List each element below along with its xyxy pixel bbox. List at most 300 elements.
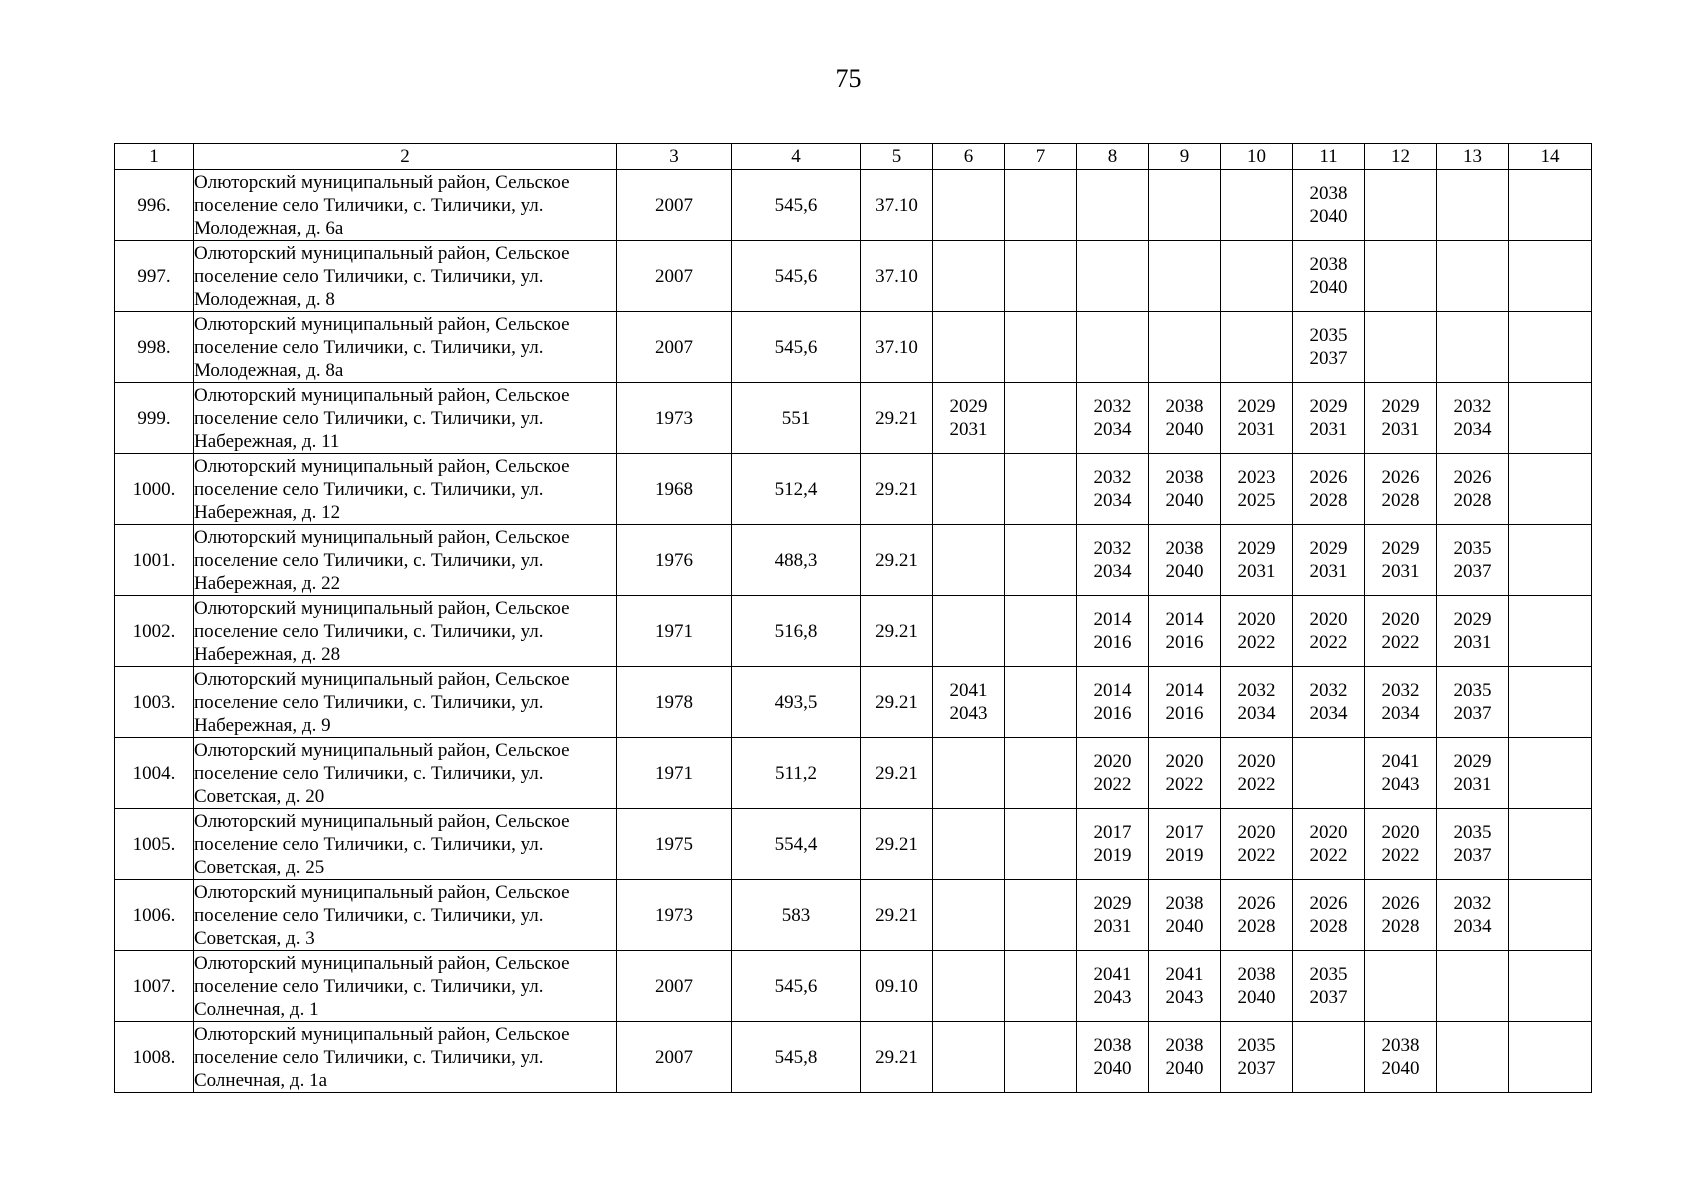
period-cell-col-7 — [1005, 738, 1077, 809]
address-cell: Олюторский муниципальный район, Сельское поселение село Тиличики, с. Тиличики, ул. Набережная, д. 12 — [194, 454, 617, 525]
period-end-year: 2040 — [1309, 277, 1348, 298]
period-cell-col-11 — [1293, 596, 1365, 667]
period-cell-col-12 — [1365, 738, 1437, 809]
period-end-year: 2031 — [1453, 632, 1492, 653]
period-cell-col-6 — [933, 951, 1005, 1022]
period-end-year: 2040 — [1165, 490, 1204, 511]
row-number-cell: 1006. — [115, 880, 194, 951]
period-start-year: 2029 — [1453, 609, 1492, 630]
period-cell-col-12 — [1365, 525, 1437, 596]
period-end-year: 2037 — [1453, 703, 1492, 724]
period-cell-col-12 — [1365, 809, 1437, 880]
period-end-year: 2028 — [1381, 490, 1420, 511]
address-cell: Олюторский муниципальный район, Сельское поселение село Тиличики, с. Тиличики, ул. Советская, д. 3 — [194, 880, 617, 951]
period-end-year: 2034 — [1237, 703, 1276, 724]
period-end-year: 2031 — [1237, 419, 1276, 440]
period-cell-col-12 — [1365, 596, 1437, 667]
period-start-year: 2020 — [1237, 822, 1276, 843]
year-built-cell: 1978 — [617, 667, 732, 738]
period-end-year: 2031 — [1093, 916, 1132, 937]
period-cell-col-6 — [933, 880, 1005, 951]
period-cell-col-11 — [1293, 525, 1365, 596]
period-cell-col-6 — [933, 809, 1005, 880]
period-cell-col-9 — [1149, 454, 1221, 525]
address-cell: Олюторский муниципальный район, Сельское поселение село Тиличики, с. Тиличики, ул. Солнечная, д. 1 — [194, 951, 617, 1022]
period-cell-col-7 — [1005, 170, 1077, 241]
period-start-year: 2038 — [1165, 396, 1204, 417]
row-number-cell: 999. — [115, 383, 194, 454]
period-cell-col-12 — [1365, 170, 1437, 241]
period-end-year: 2034 — [1093, 419, 1132, 440]
period-cell-col-11 — [1293, 383, 1365, 454]
period-end-year: 2040 — [1093, 1058, 1132, 1079]
period-cell-col-6 — [933, 170, 1005, 241]
period-end-year: 2022 — [1237, 774, 1276, 795]
address-cell: Олюторский муниципальный район, Сельское поселение село Тиличики, с. Тиличики, ул. Советская, д. 25 — [194, 809, 617, 880]
row-number-cell: 1004. — [115, 738, 194, 809]
period-cell-col-10 — [1221, 312, 1293, 383]
code-cell: 37.10 — [861, 170, 933, 241]
row-number-cell: 1001. — [115, 525, 194, 596]
area-cell: 493,5 — [732, 667, 861, 738]
column-header-13: 13 — [1437, 144, 1509, 170]
period-end-year: 2034 — [1453, 916, 1492, 937]
period-cell-col-13 — [1437, 454, 1509, 525]
period-cell-col-9 — [1149, 951, 1221, 1022]
period-end-year: 2022 — [1165, 774, 1204, 795]
period-start-year: 2029 — [949, 396, 988, 417]
year-built-cell: 2007 — [617, 241, 732, 312]
period-start-year: 2029 — [1237, 396, 1276, 417]
period-cell-col-6 — [933, 738, 1005, 809]
period-cell-col-11 — [1293, 667, 1365, 738]
address-cell: Олюторский муниципальный район, Сельское поселение село Тиличики, с. Тиличики, ул. Набережная, д. 28 — [194, 596, 617, 667]
area-cell: 545,6 — [732, 170, 861, 241]
code-cell: 29.21 — [861, 596, 933, 667]
code-cell: 37.10 — [861, 312, 933, 383]
row-number-cell: 1005. — [115, 809, 194, 880]
area-cell: 511,2 — [732, 738, 861, 809]
period-cell-col-12 — [1365, 241, 1437, 312]
year-built-cell: 1973 — [617, 383, 732, 454]
period-cell-col-8 — [1077, 880, 1149, 951]
period-cell-col-14 — [1509, 596, 1592, 667]
period-end-year: 2034 — [1093, 490, 1132, 511]
period-end-year: 2031 — [949, 419, 988, 440]
period-cell-col-9 — [1149, 312, 1221, 383]
period-start-year: 2035 — [1453, 822, 1492, 843]
period-cell-col-9 — [1149, 880, 1221, 951]
period-cell-col-7 — [1005, 312, 1077, 383]
period-end-year: 2016 — [1165, 703, 1204, 724]
period-start-year: 2032 — [1093, 396, 1132, 417]
period-cell-col-11 — [1293, 951, 1365, 1022]
period-start-year: 2014 — [1165, 609, 1204, 630]
period-end-year: 2019 — [1165, 845, 1204, 866]
period-cell-col-8 — [1077, 454, 1149, 525]
period-end-year: 2028 — [1237, 916, 1276, 937]
period-end-year: 2019 — [1093, 845, 1132, 866]
address-cell: Олюторский муниципальный район, Сельское поселение село Тиличики, с. Тиличики, ул. Набережная, д. 9 — [194, 667, 617, 738]
period-cell-col-14 — [1509, 667, 1592, 738]
period-start-year: 2020 — [1309, 609, 1348, 630]
period-end-year: 2043 — [1381, 774, 1420, 795]
year-built-cell: 2007 — [617, 312, 732, 383]
period-cell-col-13 — [1437, 312, 1509, 383]
period-cell-col-7 — [1005, 241, 1077, 312]
row-number-cell: 1000. — [115, 454, 194, 525]
area-cell: 488,3 — [732, 525, 861, 596]
code-cell: 37.10 — [861, 241, 933, 312]
period-cell-col-10 — [1221, 738, 1293, 809]
period-start-year: 2026 — [1309, 467, 1348, 488]
period-cell-col-9 — [1149, 1022, 1221, 1093]
table-row — [115, 1022, 1592, 1093]
period-start-year: 2029 — [1237, 538, 1276, 559]
area-cell: 545,6 — [732, 312, 861, 383]
area-cell: 583 — [732, 880, 861, 951]
period-end-year: 2034 — [1453, 419, 1492, 440]
period-cell-col-14 — [1509, 525, 1592, 596]
period-end-year: 2022 — [1381, 845, 1420, 866]
code-cell: 29.21 — [861, 383, 933, 454]
year-built-cell: 1971 — [617, 738, 732, 809]
period-cell-col-10 — [1221, 880, 1293, 951]
period-cell-col-11 — [1293, 241, 1365, 312]
period-start-year: 2014 — [1165, 680, 1204, 701]
period-end-year: 2022 — [1309, 845, 1348, 866]
period-end-year: 2031 — [1237, 561, 1276, 582]
period-cell-col-10 — [1221, 596, 1293, 667]
period-start-year: 2026 — [1309, 893, 1348, 914]
column-header-11: 11 — [1293, 144, 1365, 170]
period-cell-col-10 — [1221, 809, 1293, 880]
column-header-1: 1 — [115, 144, 194, 170]
period-start-year: 2038 — [1309, 183, 1348, 204]
period-end-year: 2037 — [1309, 987, 1348, 1008]
period-cell-col-14 — [1509, 738, 1592, 809]
period-cell-col-10 — [1221, 454, 1293, 525]
period-cell-col-11 — [1293, 1022, 1365, 1093]
period-cell-col-13 — [1437, 1022, 1509, 1093]
period-cell-col-10 — [1221, 241, 1293, 312]
period-end-year: 2022 — [1381, 632, 1420, 653]
year-built-cell: 2007 — [617, 1022, 732, 1093]
row-number-cell: 996. — [115, 170, 194, 241]
period-start-year: 2020 — [1381, 609, 1420, 630]
period-start-year: 2029 — [1453, 751, 1492, 772]
period-cell-col-14 — [1509, 454, 1592, 525]
area-cell: 551 — [732, 383, 861, 454]
period-cell-col-6 — [933, 667, 1005, 738]
row-number-cell: 1002. — [115, 596, 194, 667]
period-cell-col-8 — [1077, 525, 1149, 596]
period-cell-col-7 — [1005, 454, 1077, 525]
period-cell-col-11 — [1293, 454, 1365, 525]
period-start-year: 2032 — [1237, 680, 1276, 701]
period-start-year: 2029 — [1381, 396, 1420, 417]
period-cell-col-9 — [1149, 383, 1221, 454]
period-cell-col-10 — [1221, 525, 1293, 596]
period-cell-col-14 — [1509, 1022, 1592, 1093]
period-start-year: 2029 — [1093, 893, 1132, 914]
period-end-year: 2031 — [1453, 774, 1492, 795]
period-cell-col-6 — [933, 241, 1005, 312]
period-start-year: 2038 — [1165, 538, 1204, 559]
period-cell-col-7 — [1005, 525, 1077, 596]
row-number-cell: 1007. — [115, 951, 194, 1022]
period-cell-col-11 — [1293, 170, 1365, 241]
row-number-cell: 1003. — [115, 667, 194, 738]
period-start-year: 2020 — [1381, 822, 1420, 843]
table-row — [115, 809, 1592, 880]
period-end-year: 2025 — [1237, 490, 1276, 511]
period-start-year: 2035 — [1309, 325, 1348, 346]
period-cell-col-12 — [1365, 667, 1437, 738]
period-start-year: 2035 — [1237, 1035, 1276, 1056]
period-cell-col-6 — [933, 312, 1005, 383]
code-cell: 09.10 — [861, 951, 933, 1022]
code-cell: 29.21 — [861, 738, 933, 809]
period-cell-col-7 — [1005, 880, 1077, 951]
period-cell-col-10 — [1221, 1022, 1293, 1093]
period-start-year: 2041 — [1093, 964, 1132, 985]
period-cell-col-7 — [1005, 951, 1077, 1022]
year-built-cell: 1975 — [617, 809, 732, 880]
period-end-year: 2031 — [1381, 561, 1420, 582]
period-end-year: 2022 — [1093, 774, 1132, 795]
area-cell: 512,4 — [732, 454, 861, 525]
column-header-14: 14 — [1509, 144, 1592, 170]
period-end-year: 2031 — [1381, 419, 1420, 440]
period-start-year: 2038 — [1093, 1035, 1132, 1056]
column-header-5: 5 — [861, 144, 933, 170]
period-cell-col-10 — [1221, 667, 1293, 738]
year-built-cell: 1971 — [617, 596, 732, 667]
page-number: 75 — [835, 64, 862, 93]
period-cell-col-14 — [1509, 241, 1592, 312]
period-end-year: 2022 — [1309, 632, 1348, 653]
period-cell-col-8 — [1077, 596, 1149, 667]
period-cell-col-8 — [1077, 241, 1149, 312]
period-start-year: 2029 — [1309, 396, 1348, 417]
code-cell: 29.21 — [861, 1022, 933, 1093]
period-start-year: 2035 — [1309, 964, 1348, 985]
code-cell: 29.21 — [861, 525, 933, 596]
column-header-4: 4 — [732, 144, 861, 170]
period-cell-col-8 — [1077, 809, 1149, 880]
period-cell-col-6 — [933, 596, 1005, 667]
period-start-year: 2032 — [1381, 680, 1420, 701]
period-start-year: 2023 — [1237, 467, 1276, 488]
period-start-year: 2014 — [1093, 680, 1132, 701]
period-end-year: 2022 — [1237, 632, 1276, 653]
period-cell-col-11 — [1293, 809, 1365, 880]
period-start-year: 2026 — [1381, 893, 1420, 914]
period-cell-col-10 — [1221, 383, 1293, 454]
table-row — [115, 951, 1592, 1022]
period-start-year: 2032 — [1093, 467, 1132, 488]
period-start-year: 2038 — [1237, 964, 1276, 985]
period-cell-col-6 — [933, 454, 1005, 525]
period-cell-col-9 — [1149, 667, 1221, 738]
period-cell-col-9 — [1149, 170, 1221, 241]
period-start-year: 2035 — [1453, 680, 1492, 701]
period-end-year: 2022 — [1237, 845, 1276, 866]
period-end-year: 2034 — [1381, 703, 1420, 724]
address-cell: Олюторский муниципальный район, Сельское поселение село Тиличики, с. Тиличики, ул. Советская, д. 20 — [194, 738, 617, 809]
address-cell: Олюторский муниципальный район, Сельское поселение село Тиличики, с. Тиличики, ул. Молодежная, д. 8 — [194, 241, 617, 312]
period-cell-col-6 — [933, 383, 1005, 454]
period-end-year: 2037 — [1237, 1058, 1276, 1079]
year-built-cell: 1973 — [617, 880, 732, 951]
period-end-year: 2034 — [1093, 561, 1132, 582]
period-cell-col-13 — [1437, 596, 1509, 667]
period-start-year: 2026 — [1237, 893, 1276, 914]
period-cell-col-7 — [1005, 809, 1077, 880]
table-row — [115, 596, 1592, 667]
row-number-cell: 1008. — [115, 1022, 194, 1093]
period-end-year: 2040 — [1165, 419, 1204, 440]
year-built-cell: 2007 — [617, 951, 732, 1022]
period-end-year: 2028 — [1453, 490, 1492, 511]
period-cell-col-12 — [1365, 312, 1437, 383]
period-end-year: 2040 — [1165, 916, 1204, 937]
period-end-year: 2016 — [1093, 632, 1132, 653]
period-cell-col-8 — [1077, 951, 1149, 1022]
table-header — [115, 144, 1592, 170]
period-cell-col-14 — [1509, 312, 1592, 383]
period-start-year: 2038 — [1165, 893, 1204, 914]
period-cell-col-13 — [1437, 241, 1509, 312]
period-cell-col-14 — [1509, 809, 1592, 880]
period-end-year: 2040 — [1381, 1058, 1420, 1079]
registry-table — [114, 143, 1592, 1093]
address-cell: Олюторский муниципальный район, Сельское поселение село Тиличики, с. Тиличики, ул. Набережная, д. 22 — [194, 525, 617, 596]
period-end-year: 2034 — [1309, 703, 1348, 724]
period-cell-col-13 — [1437, 525, 1509, 596]
column-header-12: 12 — [1365, 144, 1437, 170]
period-cell-col-13 — [1437, 951, 1509, 1022]
row-number-cell: 998. — [115, 312, 194, 383]
period-cell-col-14 — [1509, 951, 1592, 1022]
area-cell: 545,6 — [732, 951, 861, 1022]
period-cell-col-11 — [1293, 312, 1365, 383]
period-cell-col-13 — [1437, 880, 1509, 951]
period-cell-col-8 — [1077, 1022, 1149, 1093]
table-row — [115, 525, 1592, 596]
table-row — [115, 241, 1592, 312]
period-start-year: 2038 — [1381, 1035, 1420, 1056]
area-cell: 545,6 — [732, 241, 861, 312]
period-start-year: 2020 — [1309, 822, 1348, 843]
period-end-year: 2040 — [1237, 987, 1276, 1008]
period-start-year: 2038 — [1165, 1035, 1204, 1056]
period-end-year: 2043 — [949, 703, 988, 724]
period-start-year: 2017 — [1165, 822, 1204, 843]
period-end-year: 2028 — [1381, 916, 1420, 937]
table-row — [115, 383, 1592, 454]
period-start-year: 2041 — [1381, 751, 1420, 772]
period-cell-col-7 — [1005, 1022, 1077, 1093]
area-cell: 545,8 — [732, 1022, 861, 1093]
period-start-year: 2041 — [949, 680, 988, 701]
period-cell-col-11 — [1293, 880, 1365, 951]
period-cell-col-14 — [1509, 880, 1592, 951]
table-row — [115, 667, 1592, 738]
period-cell-col-9 — [1149, 525, 1221, 596]
period-start-year: 2032 — [1309, 680, 1348, 701]
period-start-year: 2041 — [1165, 964, 1204, 985]
period-cell-col-13 — [1437, 809, 1509, 880]
period-cell-col-9 — [1149, 809, 1221, 880]
table-row — [115, 454, 1592, 525]
period-cell-col-13 — [1437, 383, 1509, 454]
code-cell: 29.21 — [861, 667, 933, 738]
column-header-9: 9 — [1149, 144, 1221, 170]
period-cell-col-9 — [1149, 738, 1221, 809]
period-end-year: 2031 — [1309, 561, 1348, 582]
column-header-7: 7 — [1005, 144, 1077, 170]
address-cell: Олюторский муниципальный район, Сельское поселение село Тиличики, с. Тиличики, ул. Молодежная, д. 6а — [194, 170, 617, 241]
period-end-year: 2016 — [1093, 703, 1132, 724]
year-built-cell: 1976 — [617, 525, 732, 596]
period-end-year: 2016 — [1165, 632, 1204, 653]
period-cell-col-7 — [1005, 596, 1077, 667]
period-cell-col-6 — [933, 525, 1005, 596]
period-cell-col-7 — [1005, 667, 1077, 738]
period-cell-col-12 — [1365, 383, 1437, 454]
table-row — [115, 738, 1592, 809]
period-cell-col-13 — [1437, 170, 1509, 241]
period-end-year: 2037 — [1309, 348, 1348, 369]
period-cell-col-13 — [1437, 667, 1509, 738]
period-cell-col-8 — [1077, 667, 1149, 738]
column-header-8: 8 — [1077, 144, 1149, 170]
code-cell: 29.21 — [861, 809, 933, 880]
period-cell-col-10 — [1221, 951, 1293, 1022]
year-built-cell: 1968 — [617, 454, 732, 525]
period-start-year: 2035 — [1453, 538, 1492, 559]
period-cell-col-10 — [1221, 170, 1293, 241]
period-end-year: 2037 — [1453, 845, 1492, 866]
period-start-year: 2020 — [1093, 751, 1132, 772]
period-start-year: 2029 — [1381, 538, 1420, 559]
year-built-cell: 2007 — [617, 170, 732, 241]
period-start-year: 2032 — [1453, 893, 1492, 914]
period-end-year: 2040 — [1309, 206, 1348, 227]
address-cell: Олюторский муниципальный район, Сельское поселение село Тиличики, с. Тиличики, ул. Солнечная, д. 1а — [194, 1022, 617, 1093]
period-cell-col-14 — [1509, 170, 1592, 241]
period-end-year: 2043 — [1165, 987, 1204, 1008]
period-cell-col-8 — [1077, 738, 1149, 809]
period-cell-col-8 — [1077, 312, 1149, 383]
period-end-year: 2043 — [1093, 987, 1132, 1008]
header-row — [115, 144, 1592, 170]
area-cell: 554,4 — [732, 809, 861, 880]
address-cell: Олюторский муниципальный район, Сельское поселение село Тиличики, с. Тиличики, ул. Молодежная, д. 8а — [194, 312, 617, 383]
period-end-year: 2028 — [1309, 916, 1348, 937]
period-cell-col-12 — [1365, 880, 1437, 951]
period-cell-col-13 — [1437, 738, 1509, 809]
table-body — [115, 170, 1592, 1093]
period-end-year: 2031 — [1309, 419, 1348, 440]
period-cell-col-9 — [1149, 241, 1221, 312]
period-start-year: 2029 — [1309, 538, 1348, 559]
period-cell-col-8 — [1077, 383, 1149, 454]
period-cell-col-14 — [1509, 383, 1592, 454]
period-cell-col-11 — [1293, 738, 1365, 809]
